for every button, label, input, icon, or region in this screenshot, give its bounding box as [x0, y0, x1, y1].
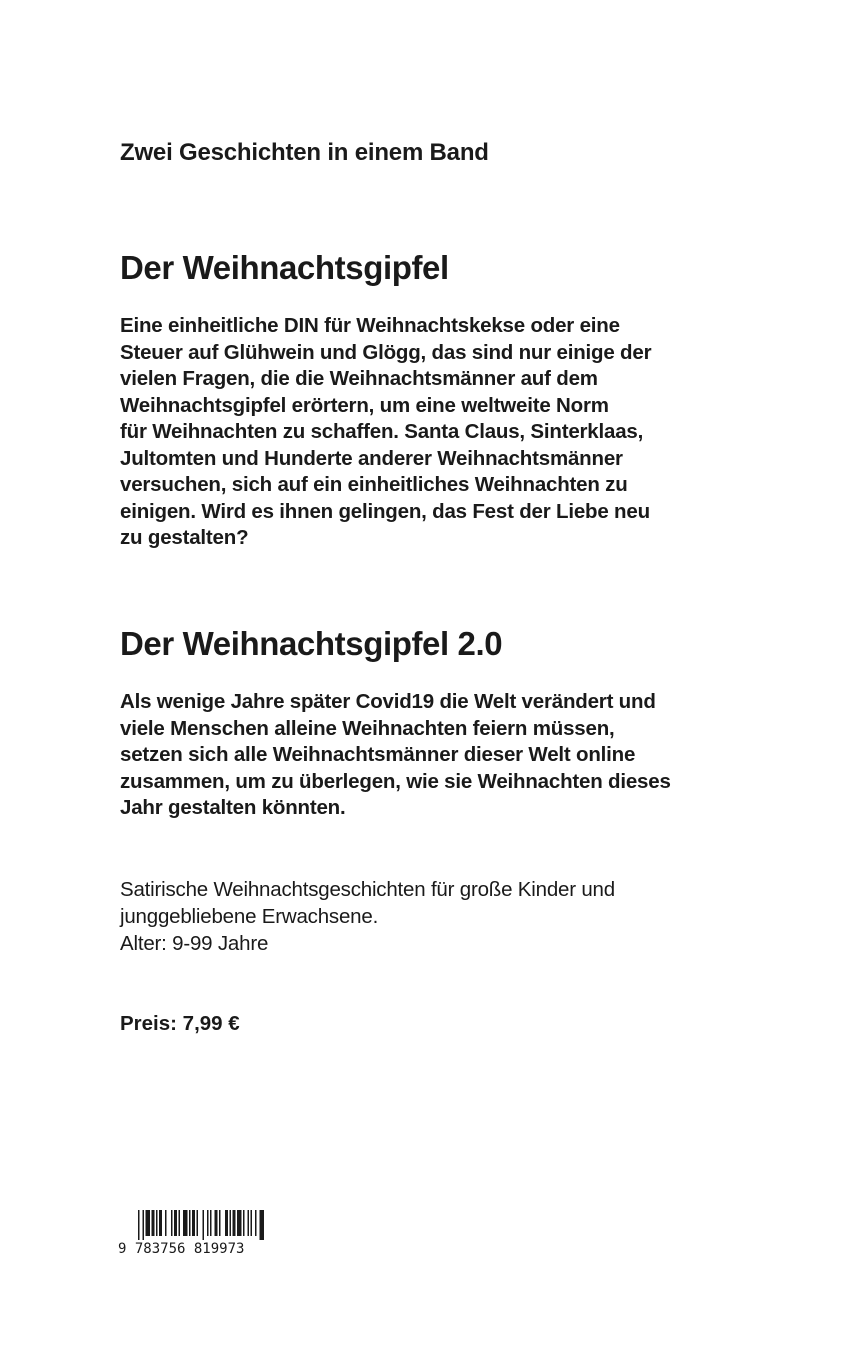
- story-1-line: für Weihnachten zu schaffen. Santa Claus, Sinterklaas,: [120, 420, 644, 443]
- audience-line: Satirische Weihnachtsgeschichten für große Kinder und: [120, 878, 615, 901]
- story-2-title: Der Weihnachtsgipfel 2.0: [120, 625, 503, 662]
- barcode-bar: [225, 1210, 228, 1236]
- story-1-line: einigen. Wird es ihnen gelingen, das Fest der Liebe neu: [120, 499, 650, 523]
- barcode-bar: [203, 1210, 205, 1240]
- barcode-bar: [230, 1210, 232, 1236]
- story-1-line: Eine einheitliche DIN für Weihnachtskekse oder eine: [120, 314, 620, 337]
- intro-line: Zwei Geschichten in einem Band: [120, 139, 489, 166]
- barcode-bar: [183, 1210, 188, 1236]
- age-line: Alter: 9-99 Jahre: [120, 932, 269, 955]
- barcode-bar: [248, 1210, 250, 1236]
- barcode-bar: [219, 1210, 221, 1236]
- barcode-bar: [159, 1210, 162, 1236]
- barcode-bar: [197, 1210, 199, 1236]
- barcode-bar: [255, 1210, 257, 1236]
- barcode-bar: [243, 1210, 245, 1236]
- audience-line: junggebliebene Erwachsene.: [120, 905, 379, 928]
- story-1-description: [120, 313, 720, 552]
- story-1-line: Steuer auf Glühwein und Glögg, das sind nur einige der: [120, 340, 652, 364]
- barcode-bar: [207, 1210, 209, 1236]
- barcode-bar: [174, 1210, 177, 1236]
- story-1-line: vielen Fragen, die die Weihnachtsmänner auf dem: [120, 367, 598, 390]
- story-2-line: zusammen, um zu überlegen, wie sie Weihnachten dieses: [120, 769, 671, 793]
- barcode-bar: [156, 1210, 158, 1236]
- story-1-line: Jultomten und Hunderte anderer Weihnachtsmänner: [120, 446, 623, 470]
- barcode-bar: [165, 1210, 167, 1236]
- barcode-bar: [237, 1210, 242, 1236]
- price-label: Preis: 7,99 €: [120, 1012, 240, 1035]
- story-1-line: zu gestalten?: [120, 526, 249, 549]
- barcode-bar: [179, 1210, 181, 1236]
- story-2-line: setzen sich alle Weihnachtsmänner dieser Welt online: [120, 743, 636, 766]
- barcode-bar: [138, 1210, 140, 1240]
- story-1-line: Weihnachtsgipfel erörtern, um eine weltweite Norm: [120, 393, 609, 417]
- barcode-bar: [146, 1210, 151, 1236]
- barcode-bar: [260, 1210, 265, 1240]
- audience-info: [120, 876, 615, 957]
- barcode-bar: [251, 1210, 253, 1236]
- story-1-title: Der Weihnachtsgipfel: [120, 249, 449, 286]
- barcode-bar: [171, 1210, 173, 1236]
- story-2-line: viele Menschen alleine Weihnachten feiern müssen,: [120, 716, 615, 740]
- story-2-line: Als wenige Jahre später Covid19 die Welt verändert und: [120, 690, 656, 713]
- barcode-bar: [143, 1210, 145, 1240]
- barcode-bar: [210, 1210, 212, 1236]
- barcode-bar: [192, 1210, 195, 1236]
- story-2-description: [120, 689, 720, 822]
- story-1-line: versuchen, sich auf ein einheitliches Weihnachten zu: [120, 473, 628, 496]
- barcode-bar: [215, 1210, 218, 1236]
- barcode-bar: [233, 1210, 236, 1236]
- barcode-bar: [152, 1210, 155, 1236]
- isbn-digits: 9 783756 819973: [118, 1241, 245, 1257]
- story-2-line: Jahr gestalten könnten.: [120, 796, 346, 819]
- barcode-bar: [189, 1210, 191, 1236]
